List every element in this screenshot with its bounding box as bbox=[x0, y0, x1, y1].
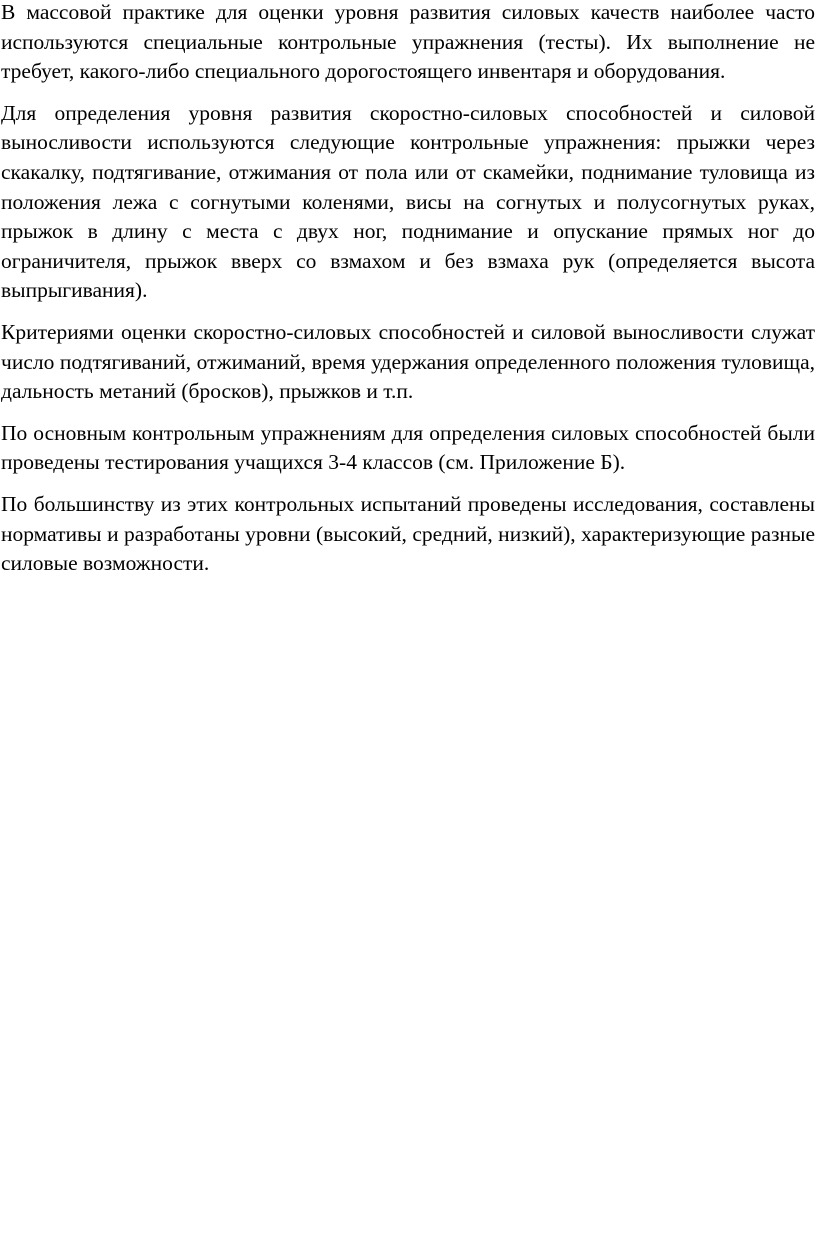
paragraph-4: По основным контрольным упражнениям для определения силовых способностей были проведены тестирования учащихся 3-4 классов (см. Приложение Б). bbox=[1, 420, 815, 475]
paragraph-3: Критериями оценки скоростно-силовых способностей и силовой выносливости служат число подтягиваний, отжиманий, время удержания определенного положения туловища, дальность метаний (бросков), прыжков и т.п. bbox=[1, 319, 815, 404]
paragraph-1: В массовой практике для оценки уровня развития силовых качеств наиболее часто используются специальные контрольные упражнения (тесты). Их выполнение не требует, какого-либо специального дорогостоящего инвентаря и оборудования. bbox=[1, 0, 815, 84]
paragraph-5: По большинству из этих контрольных испытаний проведены исследования, составлены нормативы и разработаны уровни (высокий, средний, низкий), характеризующие разные силовые возможности. bbox=[1, 491, 815, 576]
paragraph-2: Для определения уровня развития скоростно-силовых способностей и силовой выносливости используются следующие контрольные упражнения: прыжки через скакалку, подтягивание, отжимания от пола или от скамейки, поднимание туловища из положения лежа с согнутыми коленями, висы на согнутых и полусогнутых руках, прыжок в длину с места с двух ног, поднимание и опускание прямых ног до ограничителя, прыжок вверх со взмахом и без взмаха рук (определяется высота выпрыгивания). bbox=[1, 100, 815, 303]
